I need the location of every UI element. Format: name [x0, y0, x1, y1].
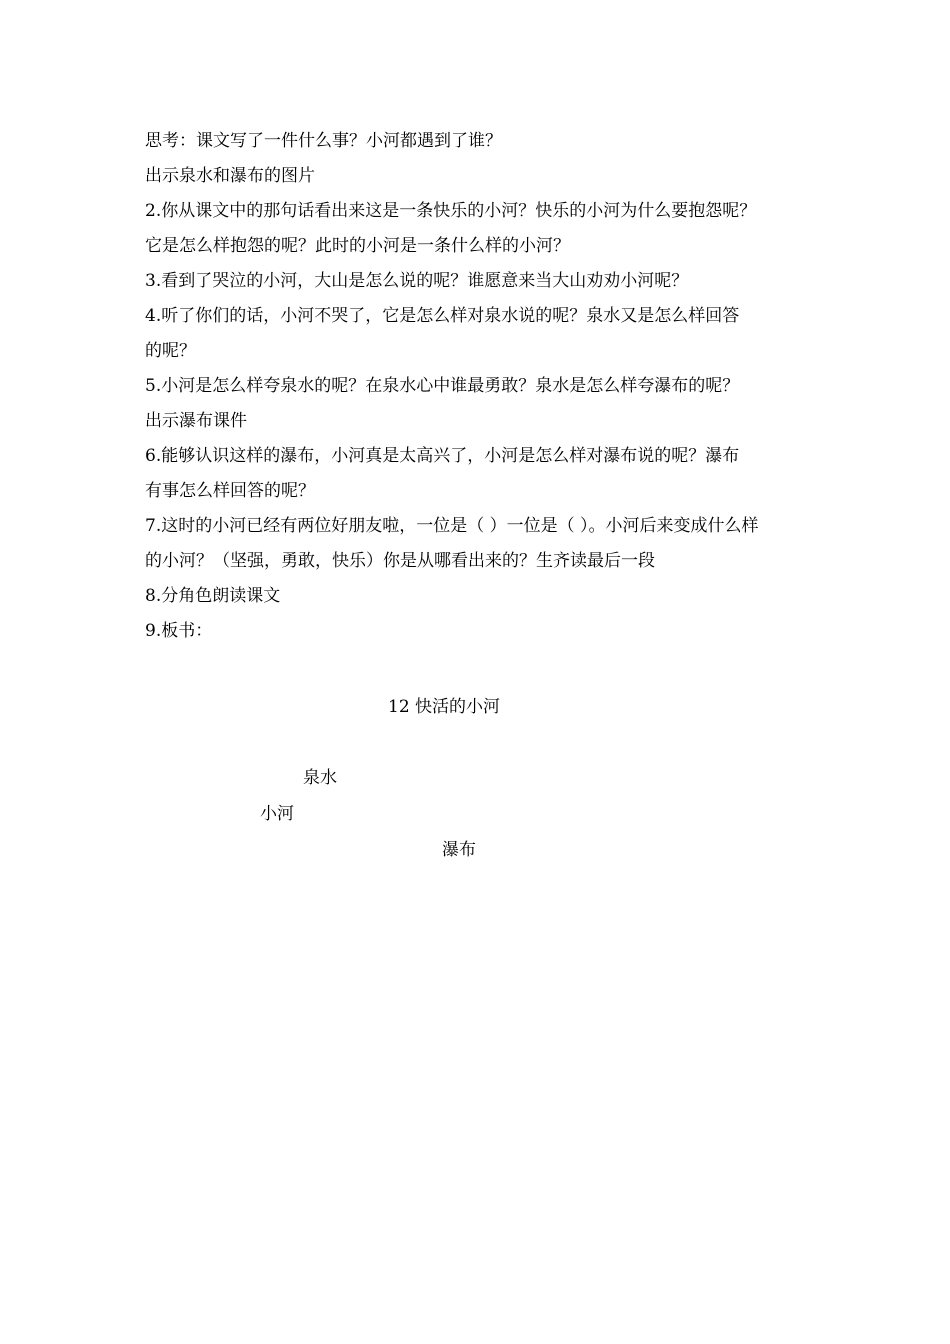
- text-line: 的小河？（坚强，勇敢，快乐）你是从哪看出来的？生齐读最后一段: [145, 551, 655, 571]
- text-line: 有事怎么样回答的呢？: [145, 481, 315, 501]
- text-line: 7.这时的小河已经有两位好朋友啦，一位是（ ）一位是（ ）。小河后来变成什么样: [145, 516, 759, 536]
- text-line: 6.能够认识这样的瀑布，小河真是太高兴了，小河是怎么样对瀑布说的呢？瀑布: [145, 446, 740, 466]
- text-line: 2.你从课文中的那句话看出来这是一条快乐的小河？快乐的小河为什么要抱怨呢？: [145, 201, 757, 221]
- text-line: 它是怎么样抱怨的呢？此时的小河是一条什么样的小河？: [145, 236, 570, 256]
- text-line: 的呢？: [145, 341, 196, 361]
- text-line: 5.小河是怎么样夸泉水的呢？在泉水心中谁最勇敢？泉水是怎么样夸瀑布的呢？: [145, 376, 740, 396]
- board-item-waterfall: 瀑布: [442, 840, 476, 860]
- text-line: 9.板书：: [145, 621, 213, 641]
- text-line: 3.看到了哭泣的小河，大山是怎么说的呢？谁愿意来当大山劝劝小河呢？: [145, 271, 689, 291]
- board-title: 12 快活的小河: [388, 697, 501, 717]
- board-item-river: 小河: [260, 804, 294, 824]
- text-line: 思考：课文写了一件什么事？小河都遇到了谁？: [145, 131, 502, 151]
- text-line: 出示瀑布课件: [145, 411, 247, 431]
- text-line: 出示泉水和瀑布的图片: [145, 166, 315, 186]
- board-item-spring: 泉水: [303, 768, 337, 788]
- text-line: 8.分角色朗读课文: [145, 586, 281, 606]
- text-line: 4.听了你们的话，小河不哭了，它是怎么样对泉水说的呢？泉水又是怎么样回答: [145, 306, 740, 326]
- lesson-text: [145, 124, 825, 649]
